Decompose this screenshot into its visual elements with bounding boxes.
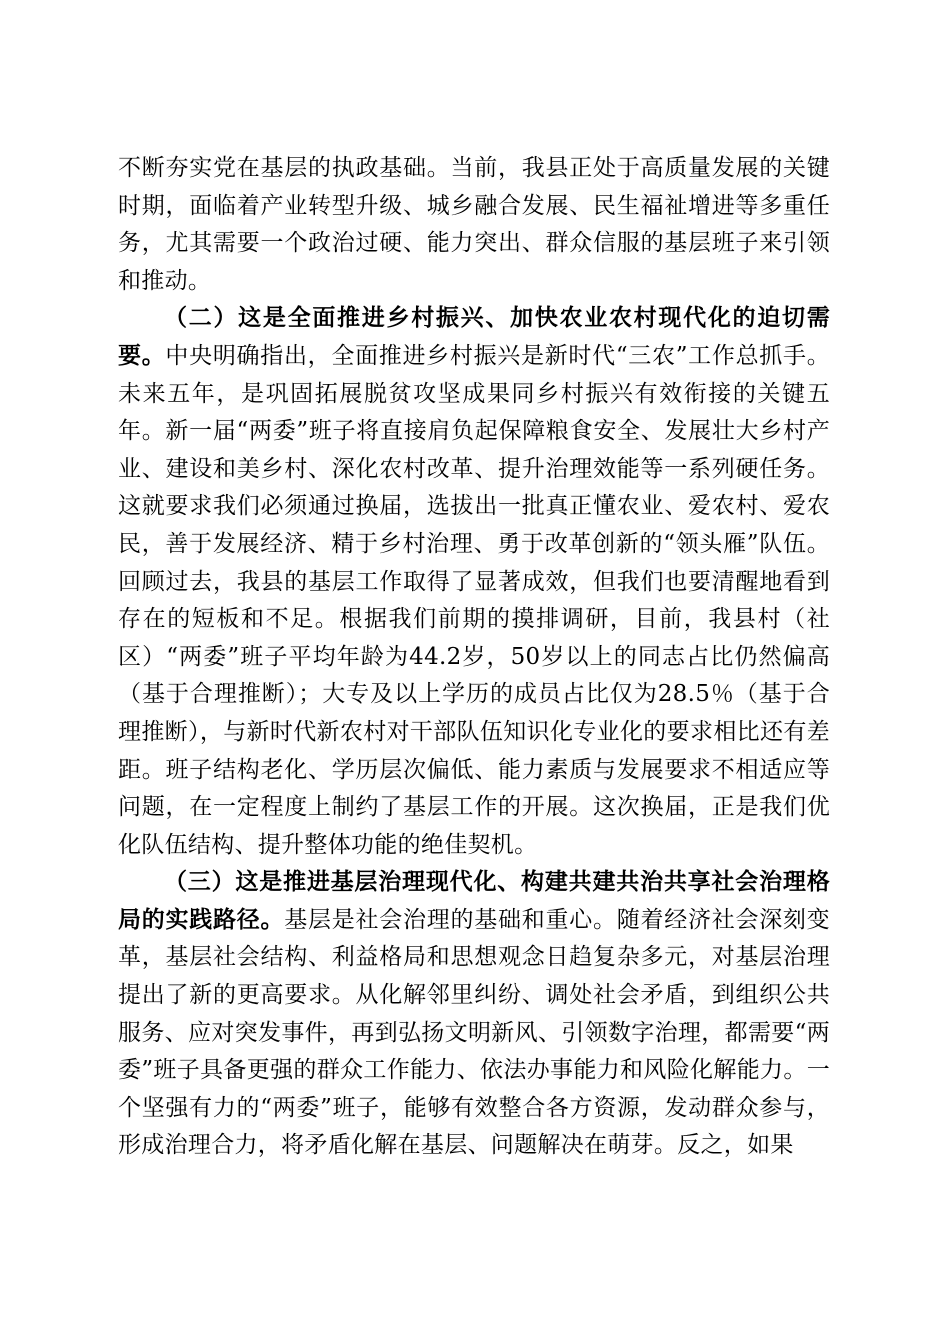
paragraph-section-3	[118, 864, 830, 1165]
section-heading: （三）这是推进基层治理现代化、构建共建共治共享社会治理格局的实践路径。	[118, 869, 830, 933]
paragraph-section-2	[118, 300, 830, 864]
paragraph-continuation	[118, 150, 830, 300]
paragraph-body: 中央明确指出，全面推进乡村振兴是新时代“三农”工作总抓手。未来五年，是巩固拓展脱贫攻坚成果同乡村振兴有效衔接的关键五年。新一届“两委”班子将直接肩负起保障粮食安全、发展壮大乡村产业、建设和美乡村、深化农村改革、提升治理效能等一系列硬任务。这就要求我们必须通过换届，选拔出一批真正懂农业、爱农村、爱农民，善于发展经济、精于乡村治理、勇于改革创新的“领头雁”队伍。回顾过去，我县的基层工作取得了显著成效，但我们也要清醒地看到存在的短板和不足。根据我们前期的摸排调研，目前，我县村（社区）“两委”班子平均年龄为44.2岁，50岁以上的同志占比仍然偏高（基于合理推断）；大专及以上学历的成员占比仅为28.5％（基于合理推断），与新时代新农村对干部队伍知识化专业化的要求相比还有差距。班子结构老化、学历层次偏低、能力素质与发展要求不相适应等问题，在一定程度上制约了基层工作的开展。这次换届，正是我们优化队伍结构、提升整体功能的绝佳契机。	[118, 342, 830, 858]
section-heading: （二）这是全面推进乡村振兴、加快农业农村现代化的迫切需要。	[118, 305, 830, 369]
paragraph-body: 基层是社会治理的基础和重心。随着经济社会深刻变革，基层社会结构、利益格局和思想观念日趋复杂多元，对基层治理提出了新的更高要求。从化解邻里纠纷、调处社会矛盾，到组织公共服务、应对突发事件，再到弘扬文明新风、引领数字治理，都需要“两委”班子具备更强的群众工作能力、依法办事能力和风险化解能力。一个坚强有力的“两委”班子，能够有效整合各方资源，发动群众参与，形成治理合力，将矛盾化解在基层、问题解决在萌芽。反之，如果	[118, 906, 830, 1159]
paragraph-body: 不断夯实党在基层的执政基础。当前，我县正处于高质量发展的关键时期，面临着产业转型升级、城乡融合发展、民生福祉增进等多重任务，尤其需要一个政治过硬、能力突出、群众信服的基层班子来引领和推动。	[118, 155, 830, 294]
document-body	[118, 150, 830, 1165]
